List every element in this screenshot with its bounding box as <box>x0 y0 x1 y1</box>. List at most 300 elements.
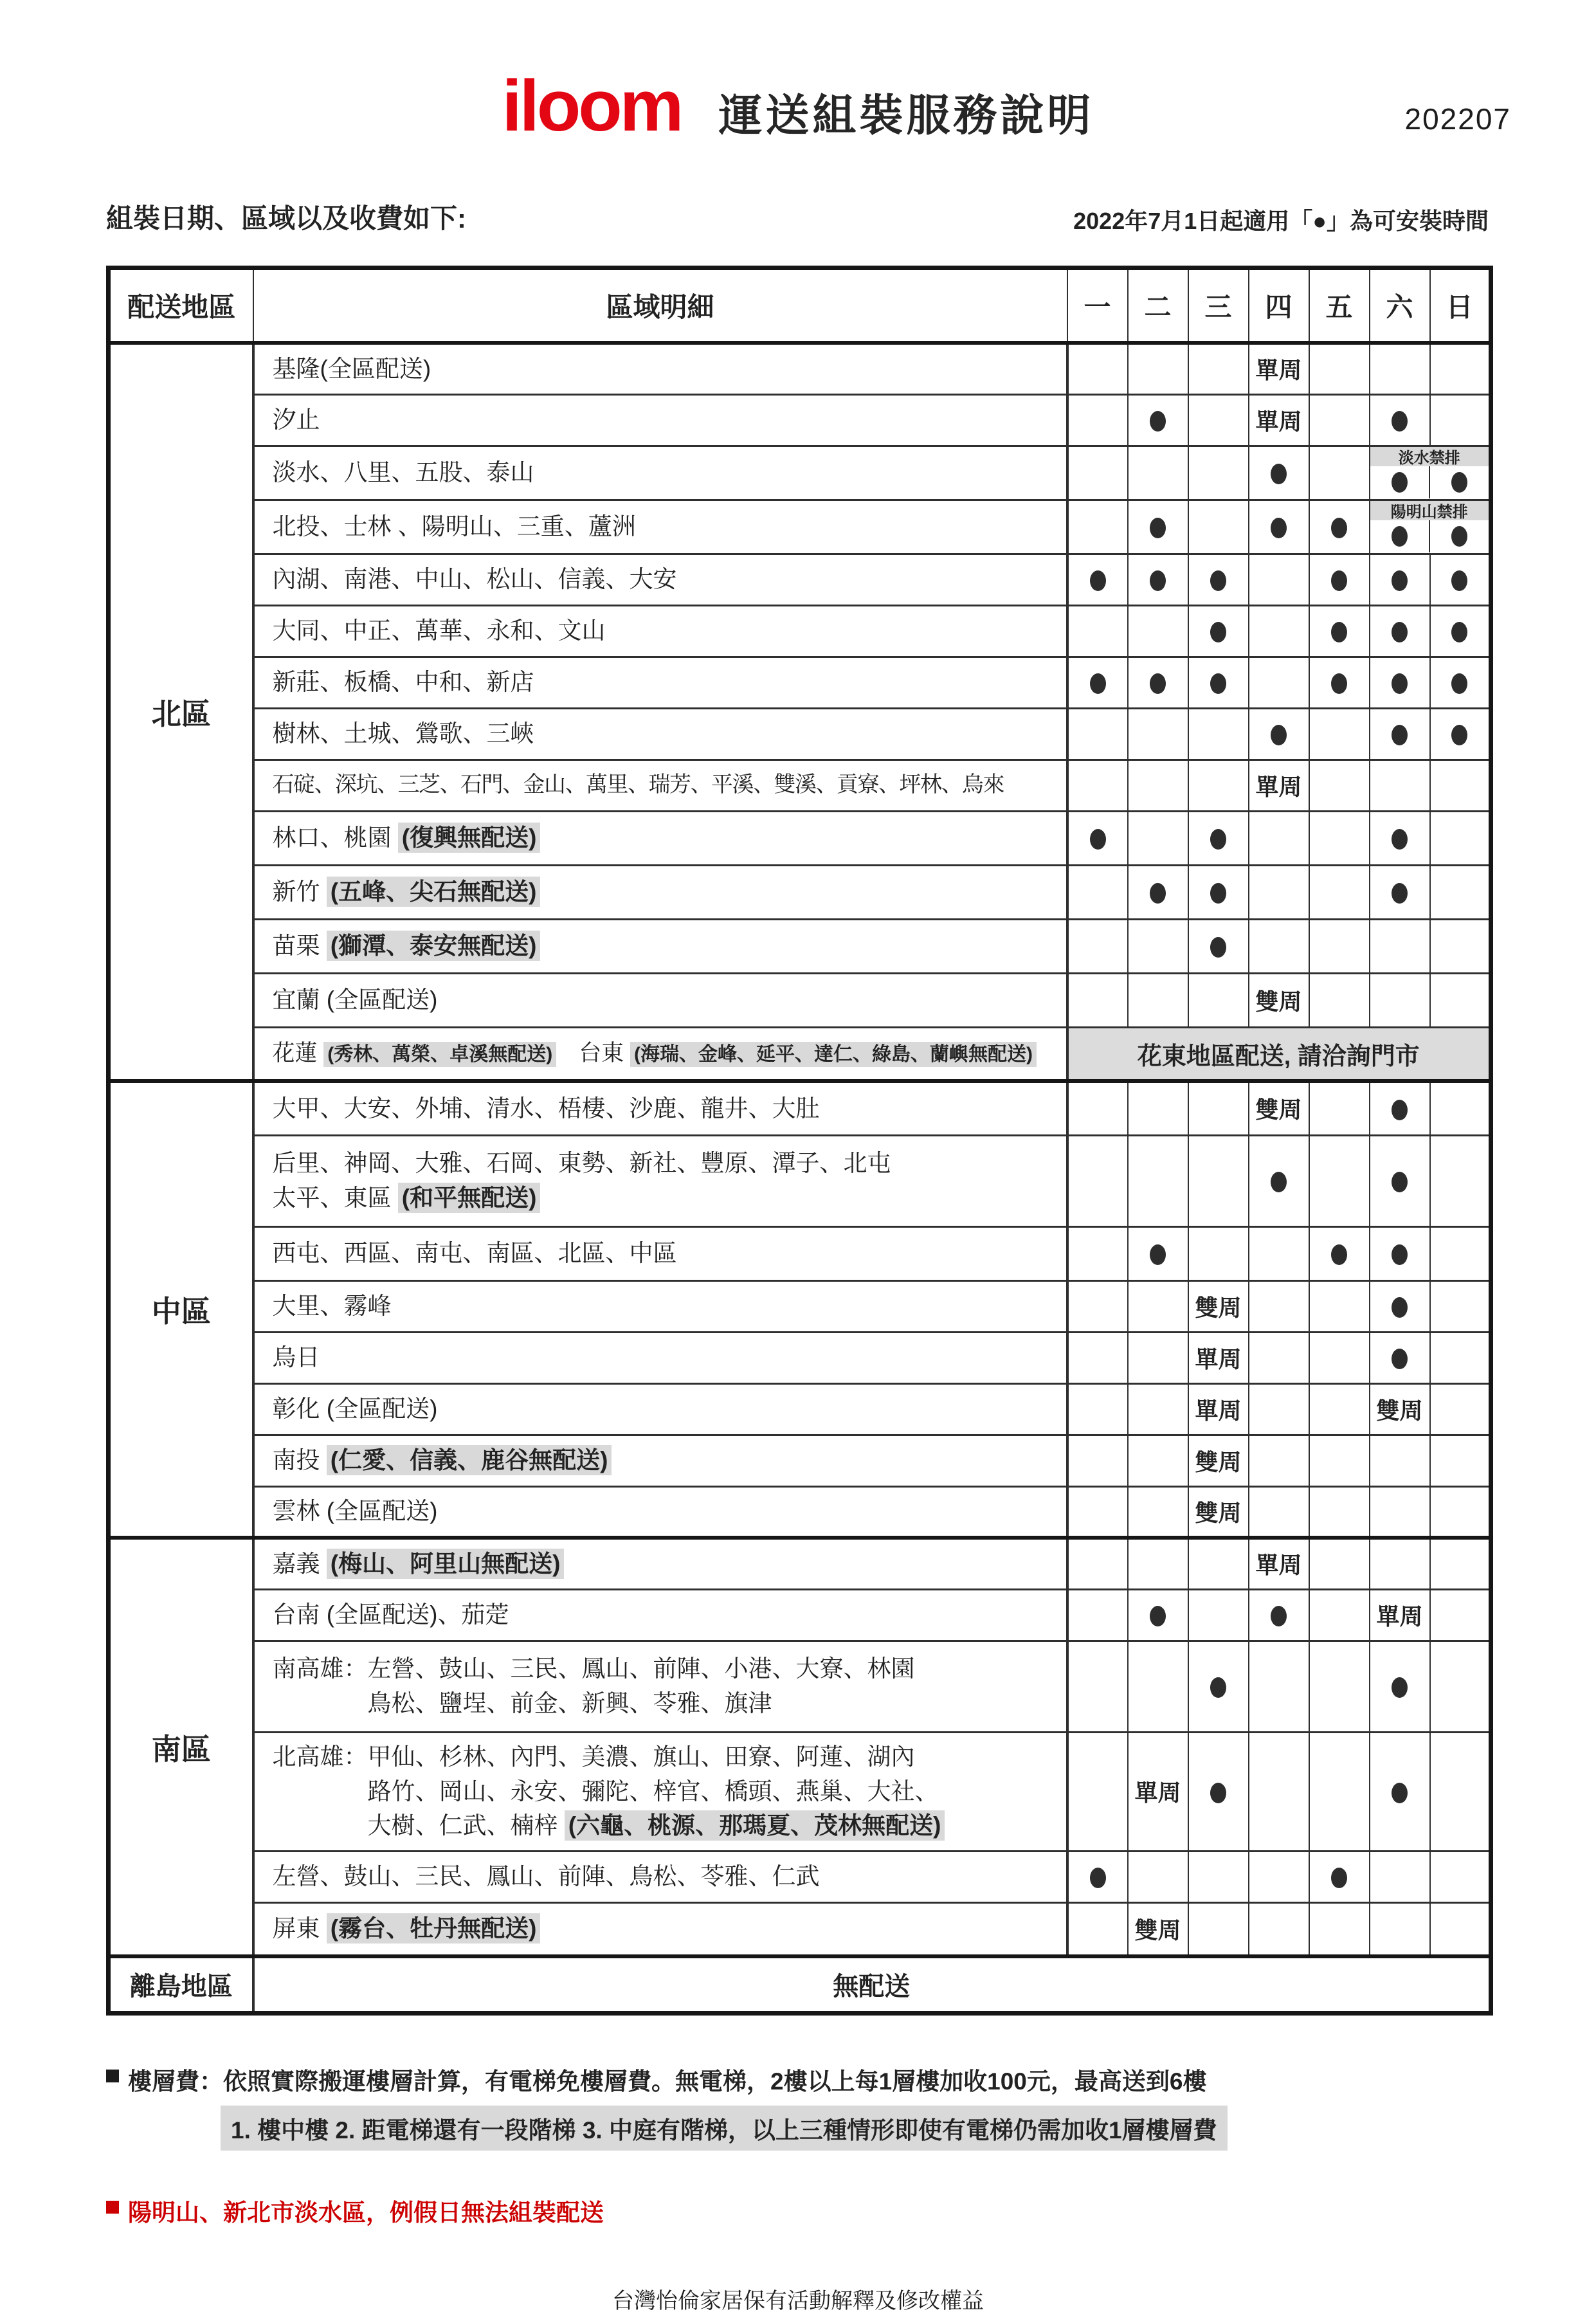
area-detail-cell <box>253 1589 1067 1641</box>
available-dot-icon <box>1271 518 1287 538</box>
day-cell-四 <box>1249 1135 1309 1226</box>
area-text: 台東 <box>556 1040 630 1066</box>
day-cell-三: 單周 <box>1188 1332 1249 1383</box>
col-header-day-三: 三 <box>1188 268 1249 343</box>
day-cell-四 <box>1249 1589 1309 1641</box>
day-cell-六 <box>1370 466 1429 498</box>
available-dot-icon <box>1210 1783 1226 1803</box>
available-dot-icon <box>1331 570 1347 591</box>
available-dot-icon <box>1090 1868 1106 1888</box>
area-text: 北高雄：甲仙、杉林、內門、美濃、旗山、田寮、阿蓮、湖內 <box>272 1743 915 1770</box>
day-cell-四: 雙周 <box>1249 1081 1309 1135</box>
day-cell-一 <box>1067 919 1128 973</box>
area-detail-cell <box>253 1027 1067 1081</box>
day-cell-三 <box>1188 1081 1249 1135</box>
no-delivery-highlight: (和平無配送) <box>398 1183 541 1213</box>
day-cell-四: 雙周 <box>1249 973 1309 1027</box>
day-cell-四 <box>1249 1383 1309 1435</box>
day-cell-三 <box>1188 605 1249 657</box>
col-header-day-四: 四 <box>1249 268 1309 343</box>
area-text: 南高雄：左營、鼓山、三民、鳳山、前陣、小港、大寮、林園 <box>272 1655 915 1682</box>
area-detail-cell <box>253 554 1067 605</box>
table-row <box>109 343 1491 394</box>
area-detail-cell <box>253 1486 1067 1538</box>
area-detail-cell <box>253 1851 1067 1902</box>
day-cell-六 <box>1370 1851 1430 1902</box>
day-cell-一 <box>1067 1538 1128 1589</box>
area-detail-cell <box>253 1280 1067 1332</box>
page-header <box>0 64 1596 147</box>
day-cell-四 <box>1249 865 1309 919</box>
available-dot-icon <box>1150 1244 1166 1265</box>
area-text: 大樹、仁武、楠梓 <box>367 1812 565 1839</box>
table-row <box>109 1280 1491 1332</box>
day-cell-六: 雙周 <box>1370 1383 1430 1435</box>
day-cell-三 <box>1188 1902 1249 1956</box>
day-cell-日 <box>1429 520 1489 552</box>
day-cell-三 <box>1188 1589 1249 1641</box>
rights-footer: 台灣怡倫家居保有活動解釋及修改權益 <box>612 2288 984 2313</box>
day-cell-一 <box>1067 1332 1128 1383</box>
day-cell-四 <box>1249 811 1309 865</box>
day-cell-四: 單周 <box>1249 343 1309 394</box>
available-dot-icon <box>1090 673 1106 694</box>
available-dot-icon <box>1392 725 1408 745</box>
no-delivery-highlight: (五峰、尖石無配送) <box>327 877 541 907</box>
area-detail-cell <box>253 394 1067 446</box>
day-cell-五 <box>1309 1280 1370 1332</box>
day-cell-六 <box>1370 1732 1430 1851</box>
available-dot-icon <box>1090 570 1106 591</box>
day-cell-一 <box>1067 865 1128 919</box>
day-cell-五 <box>1309 1332 1370 1383</box>
day-cell-六 <box>1370 343 1430 394</box>
available-dot-icon <box>1150 1606 1166 1626</box>
area-text: 南投 <box>272 1447 327 1474</box>
table-row <box>109 1902 1491 1956</box>
area-detail-cell <box>253 1081 1067 1135</box>
day-cell-六 <box>1370 554 1430 605</box>
area-text: 石碇、深坑、三芝、石門、金山、萬里、瑞芳、平溪、雙溪、貢寮、坪林、烏來 <box>272 772 1004 797</box>
day-cell-六 <box>1370 1486 1430 1538</box>
day-cell-六 <box>1370 1435 1430 1486</box>
day-cell-日 <box>1430 865 1491 919</box>
day-cell-日 <box>1430 1486 1491 1538</box>
day-cell-五 <box>1309 973 1370 1027</box>
col-header-detail: 區域明細 <box>253 268 1067 343</box>
available-dot-icon <box>1392 411 1408 432</box>
note-text: 樓層費：依照實際搬運樓層計算，有電梯免樓層費。無電梯，2樓以上每1層樓加收100元，最高送到6樓 <box>128 2068 1207 2095</box>
day-cell-四 <box>1249 919 1309 973</box>
day-cell-五 <box>1309 1851 1370 1902</box>
day-cell-二 <box>1128 394 1188 446</box>
day-cell-六 <box>1370 1538 1430 1589</box>
area-text: 宜蘭 (全區配送) <box>272 987 438 1014</box>
day-cell-日 <box>1430 811 1491 865</box>
day-cell-一 <box>1067 446 1128 500</box>
day-cell-三: 雙周 <box>1188 1280 1249 1332</box>
delivery-schedule-table <box>106 266 1493 2016</box>
area-text: 路竹、岡山、永安、彌陀、梓官、橋頭、燕巢、大社、 <box>367 1778 939 1805</box>
day-cell-四 <box>1249 446 1309 500</box>
area-text: 新莊、板橋、中和、新店 <box>272 669 534 696</box>
day-cell-日 <box>1430 1280 1491 1332</box>
day-cell-一 <box>1067 1589 1128 1641</box>
day-cell-五 <box>1309 554 1370 605</box>
available-dot-icon <box>1392 1297 1408 1318</box>
day-cell-四 <box>1249 1732 1309 1851</box>
day-cell-一 <box>1067 1226 1128 1280</box>
day-cell-一 <box>1067 1435 1128 1486</box>
available-dot-icon <box>1392 1349 1408 1369</box>
table-row <box>109 394 1491 446</box>
day-cell-二 <box>1128 1332 1188 1383</box>
day-cell-一 <box>1067 343 1128 394</box>
day-cell-四: 單周 <box>1249 1538 1309 1589</box>
available-dot-icon <box>1331 622 1347 642</box>
day-cell-日 <box>1430 973 1491 1027</box>
day-cell-六 <box>1370 919 1430 973</box>
day-cell-四 <box>1249 554 1309 605</box>
available-dot-icon <box>1392 1677 1408 1698</box>
area-detail-cell <box>253 811 1067 865</box>
day-cell-一 <box>1067 394 1128 446</box>
day-cell-五 <box>1309 1732 1370 1851</box>
day-cell-五 <box>1309 1135 1370 1226</box>
available-dot-icon <box>1392 829 1408 850</box>
available-dot-icon <box>1392 1172 1408 1192</box>
day-cell-一 <box>1067 811 1128 865</box>
day-cell-六 <box>1370 811 1430 865</box>
available-dot-icon <box>1392 472 1408 493</box>
available-dot-icon <box>1392 622 1408 642</box>
day-cell-四 <box>1249 1226 1309 1280</box>
day-cell-四 <box>1249 1641 1309 1732</box>
area-detail-cell <box>253 1332 1067 1383</box>
area-detail-cell <box>253 657 1067 708</box>
day-cell-六 <box>1370 760 1430 811</box>
day-cell-二 <box>1128 708 1188 760</box>
day-cell-二 <box>1128 605 1188 657</box>
table-row <box>109 446 1491 500</box>
area-detail-cell <box>253 605 1067 657</box>
day-cell-日 <box>1430 1332 1491 1383</box>
day-cell-四 <box>1249 1280 1309 1332</box>
area-text: 后里、神岡、大雅、石岡、東勢、新社、豐原、潭子、北屯 <box>272 1150 891 1177</box>
area-text: 淡水、八里、五股、泰山 <box>272 459 534 486</box>
available-dot-icon <box>1150 411 1166 432</box>
day-cell-三 <box>1188 1851 1249 1902</box>
day-cell-二 <box>1128 1589 1188 1641</box>
area-detail-cell <box>253 973 1067 1027</box>
col-header-region: 配送地區 <box>109 268 253 343</box>
area-detail-cell <box>253 343 1067 394</box>
day-cell-一 <box>1067 554 1128 605</box>
subtitle-right: 2022年7月1日起適用「●」為可安裝時間 <box>1073 208 1489 234</box>
day-cell-三 <box>1188 919 1249 973</box>
day-cell-二 <box>1128 1081 1188 1135</box>
available-dot-icon <box>1271 1606 1287 1626</box>
day-cell-五 <box>1309 1538 1370 1589</box>
day-cell-日 <box>1430 1732 1491 1851</box>
available-dot-icon <box>1331 1868 1347 1888</box>
area-text: 汐止 <box>272 406 320 433</box>
available-dot-icon <box>1150 883 1166 904</box>
area-text: 烏日 <box>272 1344 320 1371</box>
day-cell-二 <box>1128 973 1188 1027</box>
available-dot-icon <box>1331 518 1347 538</box>
area-text: 鳥松、鹽埕、前金、新興、苓雅、旗津 <box>367 1690 772 1716</box>
table-row <box>109 708 1491 760</box>
day-cell-三 <box>1188 1641 1249 1732</box>
day-cell-四 <box>1249 708 1309 760</box>
table-row <box>109 1538 1491 1589</box>
available-dot-icon <box>1392 1244 1408 1265</box>
day-cell-二 <box>1128 1383 1188 1435</box>
day-cell-三 <box>1188 1226 1249 1280</box>
day-cell-三 <box>1188 554 1249 605</box>
area-text: 北投、士林 、陽明山、三重、蘆洲 <box>272 513 636 540</box>
available-dot-icon <box>1392 673 1408 694</box>
area-detail-cell <box>253 1383 1067 1435</box>
available-dot-icon <box>1210 1677 1226 1698</box>
day-cell-五 <box>1309 1486 1370 1538</box>
day-cell-一 <box>1067 1732 1128 1851</box>
available-dot-icon <box>1451 472 1467 493</box>
table-row <box>109 554 1491 605</box>
area-text: 左營、鼓山、三民、鳳山、前陣、鳥松、苓雅、仁武 <box>272 1863 820 1890</box>
area-detail-cell <box>253 1538 1067 1589</box>
no-delivery-cell: 無配送 <box>253 1956 1491 2013</box>
col-header-day-五: 五 <box>1309 268 1370 343</box>
area-detail-cell <box>253 1226 1067 1280</box>
day-cell-二 <box>1128 1135 1188 1226</box>
area-detail-cell <box>253 1641 1067 1732</box>
table-row <box>109 1135 1491 1226</box>
day-cell-二 <box>1128 554 1188 605</box>
day-cell-四 <box>1249 500 1309 554</box>
area-detail-cell <box>253 760 1067 811</box>
area-text: 太平、東區 <box>272 1185 398 1211</box>
day-cell-一 <box>1067 973 1128 1027</box>
area-text: 彰化 (全區配送) <box>272 1396 438 1423</box>
day-cell-六 <box>1370 1135 1430 1226</box>
table-row <box>109 760 1491 811</box>
available-dot-icon <box>1150 570 1166 591</box>
available-dot-icon <box>1331 673 1347 694</box>
black-square-bullet-icon <box>106 2070 119 2082</box>
no-delivery-highlight: (仁愛、信義、鹿谷無配送) <box>327 1445 612 1475</box>
note-floor-fee <box>106 2062 1495 2097</box>
no-delivery-highlight: (霧台、牡丹無配送) <box>327 1913 541 1943</box>
col-header-day-日: 日 <box>1430 268 1491 343</box>
available-dot-icon <box>1210 622 1226 642</box>
region-label: 南區 <box>109 1538 253 1956</box>
day-cell-四 <box>1249 1902 1309 1956</box>
day-cell-四: 單周 <box>1249 760 1309 811</box>
table-row <box>109 500 1491 554</box>
day-cell-三 <box>1188 500 1249 554</box>
table-row <box>109 1589 1491 1641</box>
day-cell-日 <box>1430 1135 1491 1226</box>
no-delivery-highlight: (秀林、萬榮、卓溪無配送) <box>323 1042 556 1067</box>
day-cell-二 <box>1128 1486 1188 1538</box>
table-row <box>109 1435 1491 1486</box>
available-dot-icon <box>1392 883 1408 904</box>
day-cell-五 <box>1309 1383 1370 1435</box>
area-detail-cell <box>253 446 1067 500</box>
available-dot-icon <box>1210 673 1226 694</box>
area-text: 基隆(全區配送) <box>272 355 431 382</box>
day-cell-四 <box>1249 1332 1309 1383</box>
iloom-logo: iloom <box>502 66 682 146</box>
area-text: 新竹 <box>272 878 327 906</box>
day-cell-日 <box>1430 605 1491 657</box>
area-text: 屏東 <box>272 1915 327 1942</box>
day-cell-一 <box>1067 1383 1128 1435</box>
area-text: 內湖、南港、中山、松山、信義、大安 <box>272 566 677 593</box>
available-dot-icon <box>1451 673 1467 694</box>
area-text: 雲林 (全區配送) <box>272 1498 438 1525</box>
area-text: 嘉義 <box>272 1550 327 1577</box>
no-delivery-highlight: (六龜、桃源、那瑪夏、茂林無配送) <box>565 1810 945 1841</box>
table-row <box>109 1027 1491 1081</box>
day-cell-二 <box>1128 500 1188 554</box>
available-dot-icon <box>1392 1100 1408 1120</box>
table-row <box>109 657 1491 708</box>
day-cell-三 <box>1188 657 1249 708</box>
available-dot-icon <box>1150 518 1166 538</box>
day-cell-六 <box>1370 520 1429 552</box>
day-cell-日 <box>1430 708 1491 760</box>
day-cell-六 <box>1370 1081 1430 1135</box>
col-header-day-一: 一 <box>1067 268 1128 343</box>
day-cell-六 <box>1370 973 1430 1027</box>
day-cell-四 <box>1249 1486 1309 1538</box>
day-cell-五 <box>1309 1226 1370 1280</box>
region-label: 離島地區 <box>109 1956 253 2013</box>
day-cell-日 <box>1430 1902 1491 1956</box>
note-holiday-restriction <box>106 2193 1495 2228</box>
day-cell-日 <box>1430 343 1491 394</box>
day-cell-三 <box>1188 394 1249 446</box>
day-cell-一 <box>1067 1081 1128 1135</box>
area-detail-cell <box>253 919 1067 973</box>
day-cell-六 <box>1370 1902 1430 1956</box>
weekend-banner-cell <box>1370 500 1491 554</box>
day-cell-二 <box>1128 919 1188 973</box>
table-row <box>109 973 1491 1027</box>
no-delivery-highlight: (復興無配送) <box>398 823 541 853</box>
table-row <box>109 1081 1491 1135</box>
footnotes <box>106 2062 1495 2228</box>
day-cell-五 <box>1309 657 1370 708</box>
page-title: 運送組裝服務說明 <box>718 91 1094 140</box>
day-cell-四 <box>1249 605 1309 657</box>
day-cell-二 <box>1128 1280 1188 1332</box>
day-cell-日 <box>1430 919 1491 973</box>
day-cell-六 <box>1370 1226 1430 1280</box>
day-cell-二 <box>1128 865 1188 919</box>
doc-code: 202207 <box>1404 102 1511 136</box>
available-dot-icon <box>1451 622 1467 642</box>
day-cell-五 <box>1309 1081 1370 1135</box>
day-cell-六 <box>1370 1641 1430 1732</box>
restriction-banner: 淡水禁排 <box>1370 447 1489 466</box>
weekend-banner-cell <box>1370 446 1491 500</box>
area-detail-cell <box>253 865 1067 919</box>
day-cell-二 <box>1128 343 1188 394</box>
day-cell-五 <box>1309 343 1370 394</box>
day-cell-一 <box>1067 1280 1128 1332</box>
day-cell-三 <box>1188 1538 1249 1589</box>
day-cell-三 <box>1188 811 1249 865</box>
no-delivery-highlight: (獅潭、泰安無配送) <box>327 931 541 961</box>
day-cell-一 <box>1067 1851 1128 1902</box>
day-cell-四 <box>1249 1435 1309 1486</box>
note-text: 陽明山、新北市淡水區，例假日無法組裝配送 <box>128 2199 604 2226</box>
day-cell-日 <box>1430 1081 1491 1135</box>
available-dot-icon <box>1392 570 1408 591</box>
available-dot-icon <box>1090 829 1106 850</box>
day-cell-五 <box>1309 865 1370 919</box>
red-square-bullet-icon <box>106 2201 119 2214</box>
table-row <box>109 1383 1491 1435</box>
area-text: 台南 (全區配送)、茄萣 <box>272 1601 509 1628</box>
table-row <box>109 1956 1491 2013</box>
area-text: 大同、中正、萬華、永和、文山 <box>272 617 606 644</box>
available-dot-icon <box>1150 673 1166 694</box>
area-text: 大甲、大安、外埔、清水、梧棲、沙鹿、龍井、大肚 <box>272 1095 820 1122</box>
day-cell-一 <box>1067 708 1128 760</box>
table-row <box>109 1486 1491 1538</box>
available-dot-icon <box>1210 883 1226 904</box>
day-cell-日 <box>1430 1435 1491 1486</box>
day-cell-二 <box>1128 1538 1188 1589</box>
day-cell-日 <box>1430 1851 1491 1902</box>
area-text: 西屯、西區、南屯、南區、北區、中區 <box>272 1240 677 1267</box>
area-text: 樹林、土城、鶯歌、三峽 <box>272 720 534 747</box>
day-cell-二 <box>1128 1226 1188 1280</box>
available-dot-icon <box>1210 829 1226 850</box>
east-area-contact-cell: 花東地區配送, 請洽詢門市 <box>1067 1027 1491 1081</box>
sub-header <box>106 197 1489 236</box>
area-text: 苗栗 <box>272 933 327 960</box>
day-cell-一 <box>1067 605 1128 657</box>
day-cell-一 <box>1067 1902 1128 1956</box>
day-cell-五 <box>1309 811 1370 865</box>
day-cell-三 <box>1188 973 1249 1027</box>
day-cell-日 <box>1430 1589 1491 1641</box>
area-detail-cell <box>253 1435 1067 1486</box>
day-cell-一 <box>1067 500 1128 554</box>
day-cell-五 <box>1309 708 1370 760</box>
table-row <box>109 1851 1491 1902</box>
day-cell-六 <box>1370 657 1430 708</box>
no-delivery-highlight: (海瑞、金峰、延平、達仁、綠島、蘭嶼無配送) <box>630 1042 1037 1067</box>
available-dot-icon <box>1271 464 1287 484</box>
available-dot-icon <box>1392 1783 1408 1803</box>
restriction-banner: 陽明山禁排 <box>1370 501 1489 520</box>
note-floor-fee-conditions: 1. 樓中樓 2. 距電梯還有一段階梯 3. 中庭有階梯，以上三種情形即使有電梯仍需加收1層樓層費 <box>221 2106 1228 2151</box>
available-dot-icon <box>1210 570 1226 591</box>
day-cell-二: 單周 <box>1128 1732 1188 1851</box>
table-row <box>109 1226 1491 1280</box>
table-row <box>109 919 1491 973</box>
day-cell-五 <box>1309 1641 1370 1732</box>
day-cell-五 <box>1309 500 1370 554</box>
day-cell-二 <box>1128 760 1188 811</box>
